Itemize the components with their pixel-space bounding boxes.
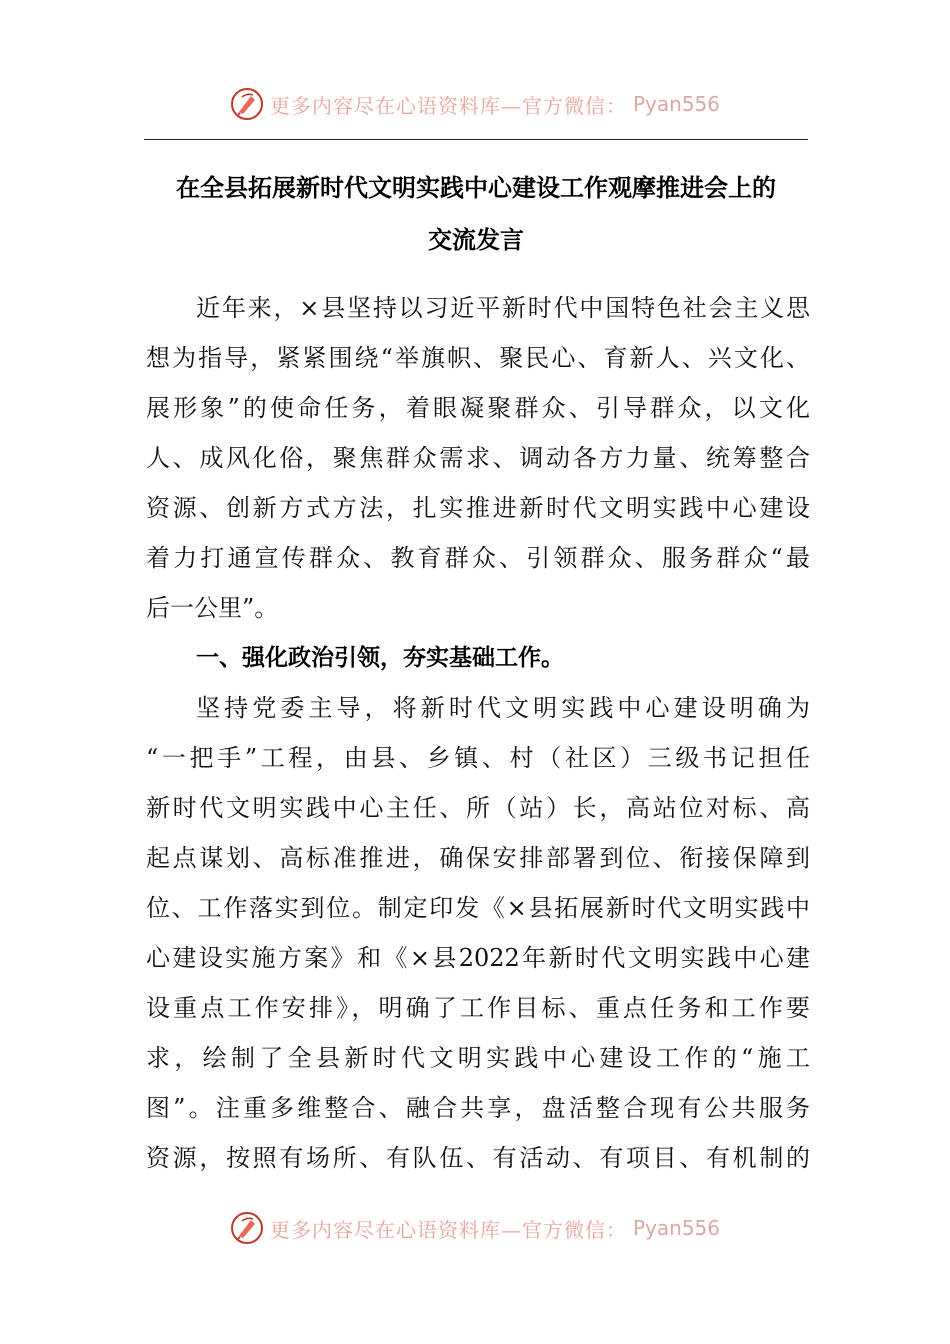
pen-nib-logo-icon (230, 87, 264, 121)
paragraph-line: 资源，按照有场所、有队伍、有活动、有项目、有机制的 (146, 1144, 810, 1172)
intro-paragraph (146, 283, 810, 1183)
paragraph-line: “一把手”工程，由县、乡镇、村（社区）三级书记担任 (146, 744, 810, 772)
header-divider (144, 139, 808, 140)
paragraph-line: 求，绘制了全县新时代文明实践中心建设工作的“施工 (146, 1044, 810, 1072)
paragraph-line: 位、工作落实到位。制定印发《×县拓展新时代文明实践中 (146, 894, 810, 922)
paragraph-line: 新时代文明实践中心主任、所（站）长，高站位对标、高 (146, 794, 810, 822)
paragraph-line: 心建设实施方案》和《×县2022年新时代文明实践中心建 (146, 944, 810, 972)
paragraph-line: 资源、创新方式方法，扎实推进新时代文明实践中心建设 (146, 494, 810, 522)
paragraph-line: 设重点工作安排》，明确了工作目标、重点任务和工作要 (146, 994, 810, 1022)
watermark-account: Pyan556 (632, 92, 720, 116)
title-line-1: 在全县拓展新时代文明实践中心建设工作观摩推进会上的 (176, 174, 776, 202)
section-heading: 一、强化政治引领，夯实基础工作。 (196, 645, 564, 671)
paragraph-line: 坚持党委主导，将新时代文明实践中心建设明确为 (196, 694, 810, 722)
watermark-text: 更多内容尽在心语资料库—官方微信： (269, 93, 627, 118)
header-watermark (0, 84, 950, 124)
watermark-text: 更多内容尽在心语资料库—官方微信： (269, 1217, 627, 1242)
paragraph-line: 想为指导，紧紧围绕“举旗帜、聚民心、育新人、兴文化、 (146, 344, 810, 372)
paragraph-line: 着力打通宣传群众、教育群众、引领群众、服务群众“最 (146, 544, 810, 572)
paragraph-line: 起点谋划、高标准推进，确保安排部署到位、衔接保障到 (146, 844, 810, 872)
paragraph-line: 近年来，×县坚持以习近平新时代中国特色社会主义思 (196, 294, 810, 322)
title-line-2: 交流发言 (428, 226, 524, 254)
watermark-account: Pyan556 (632, 1216, 720, 1240)
paragraph-line: 人、成风化俗，聚焦群众需求、调动各方力量、统筹整合 (146, 444, 810, 472)
document-title (144, 162, 808, 266)
paragraph-line: 后一公里”。 (146, 594, 279, 622)
pen-nib-logo-icon (230, 1211, 264, 1245)
paragraph-line: 展形象”的使命任务，着眼凝聚群众、引导群众，以文化 (146, 394, 810, 422)
paragraph-line: 图”。注重多维整合、融合共享，盘活整合现有公共服务 (146, 1094, 810, 1122)
footer-watermark (0, 1208, 950, 1248)
